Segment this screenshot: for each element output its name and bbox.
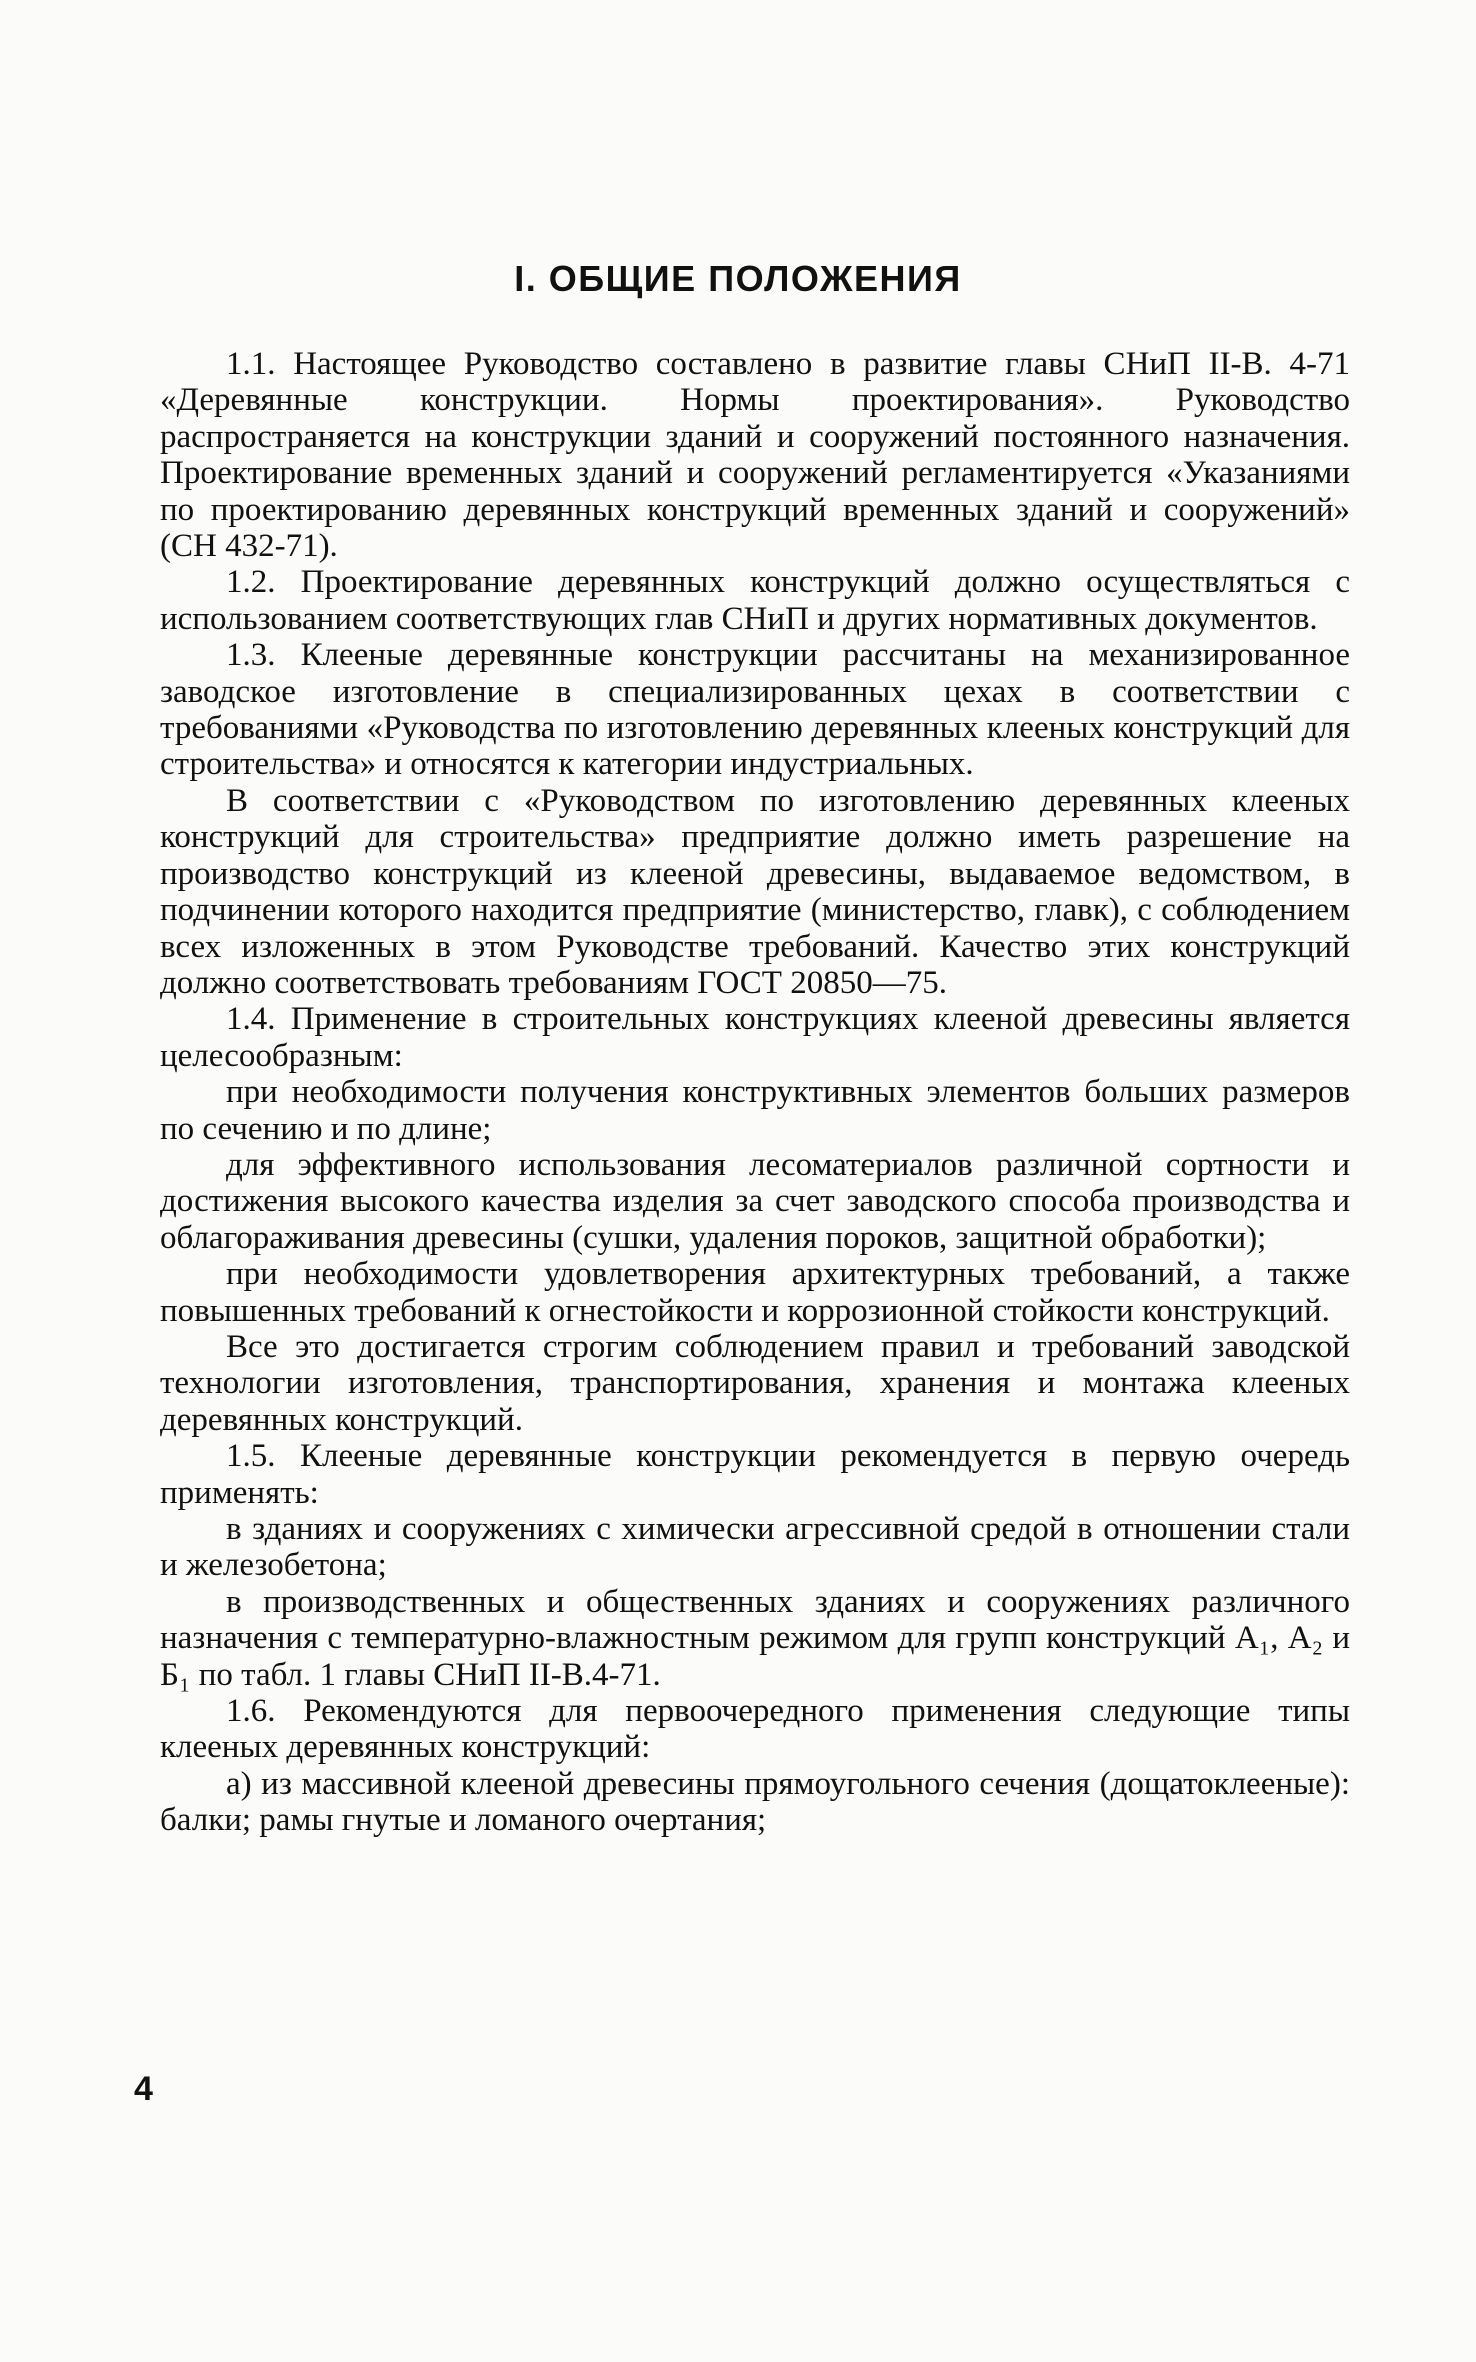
list-item-architecture: при необходимости удовлетворения архитектурных требований, а также повышенных требований к огнестойкости и коррозионной стойкости конструкций. [160, 1256, 1350, 1329]
paragraph-1-6: 1.6. Рекомендуются для первоочередного применения следующие типы клееных деревянных конструкций: [160, 1693, 1350, 1766]
page-number: 4 [134, 2070, 153, 2108]
paragraph-1-5: 1.5. Клееные деревянные конструкции рекомендуется в первую очередь применять: [160, 1438, 1350, 1511]
list-item-effective-use: для эффективного использования лесоматериалов различной сортности и достижения высокого качества изделия за счет заводского способа производства и облагораживания древесины (сушки, удаления пороков, защитной обработки); [160, 1146, 1350, 1256]
paragraph-1-1: 1.1. Настоящее Руководство составлено в развитие главы СНиП II-В. 4-71 «Деревянные конструкции. Нормы проектирования». Руководство распространяется на конструкции зданий и сооружений постоянного назначения. Проектирование временных зданий и сооружений регламентируется «Указаниями по проектированию деревянных конструкций временных зданий и сооружений» (СН 432-71). [160, 346, 1350, 565]
paragraph-technology: Все это достигается строгим соблюдением правил и требований заводской технологии изготовления, транспортирования, хранения и монтажа клееных деревянных конструкций. [160, 1328, 1350, 1438]
paragraph-1-3-continued: В соответствии с «Руководством по изготовлению деревянных клееных конструкций для строительства» предприятие должно иметь разрешение на производство конструкций из клееной древесины, выдаваемое ведомством, в подчинении которого находится предприятие (министерство, главк), с соблюдением всех изложенных в этом Руководстве требований. Качество этих конструкций должно соответствовать требованиям ГОСТ 20850—75. [160, 782, 1350, 1001]
list-item-a-massive-glulam: а) из массивной клееной древесины прямоугольного сечения (дощатоклееные): балки; рамы гнутые и ломаного очертания; [160, 1765, 1350, 1839]
list-item-industrial-buildings: в производственных и общественных зданиях и сооружениях различного назначения с температурно-влажностным режимом для групп конструкций А₁, А₂ и Б₁ по табл. 1 главы СНиП II-В.4-71. [160, 1583, 1350, 1693]
section-heading: I. ОБЩИЕ ПОЛОЖЕНИЯ [514, 258, 962, 299]
list-item-large-sizes: при необходимости получения конструктивных элементов больших размеров по сечению и по длине; [160, 1074, 1350, 1147]
document-body [160, 346, 1350, 1839]
list-item-aggressive-environment: в зданиях и сооружениях с химически агрессивной средой в отношении стали и железобетона; [160, 1511, 1350, 1584]
paragraph-1-4: 1.4. Применение в строительных конструкциях клееной древесины является целесообразным: [160, 1001, 1350, 1074]
paragraph-1-2: 1.2. Проектирование деревянных конструкций должно осуществляться с использованием соответствующих глав СНиП и других нормативных документов. [160, 564, 1350, 637]
paragraph-1-3: 1.3. Клееные деревянные конструкции рассчитаны на механизированное заводское изготовление в специализированных цехах в соответствии с требованиями «Руководства по изготовлению деревянных клееных конструкций для строительства» и относятся к категории индустриальных. [160, 637, 1350, 783]
